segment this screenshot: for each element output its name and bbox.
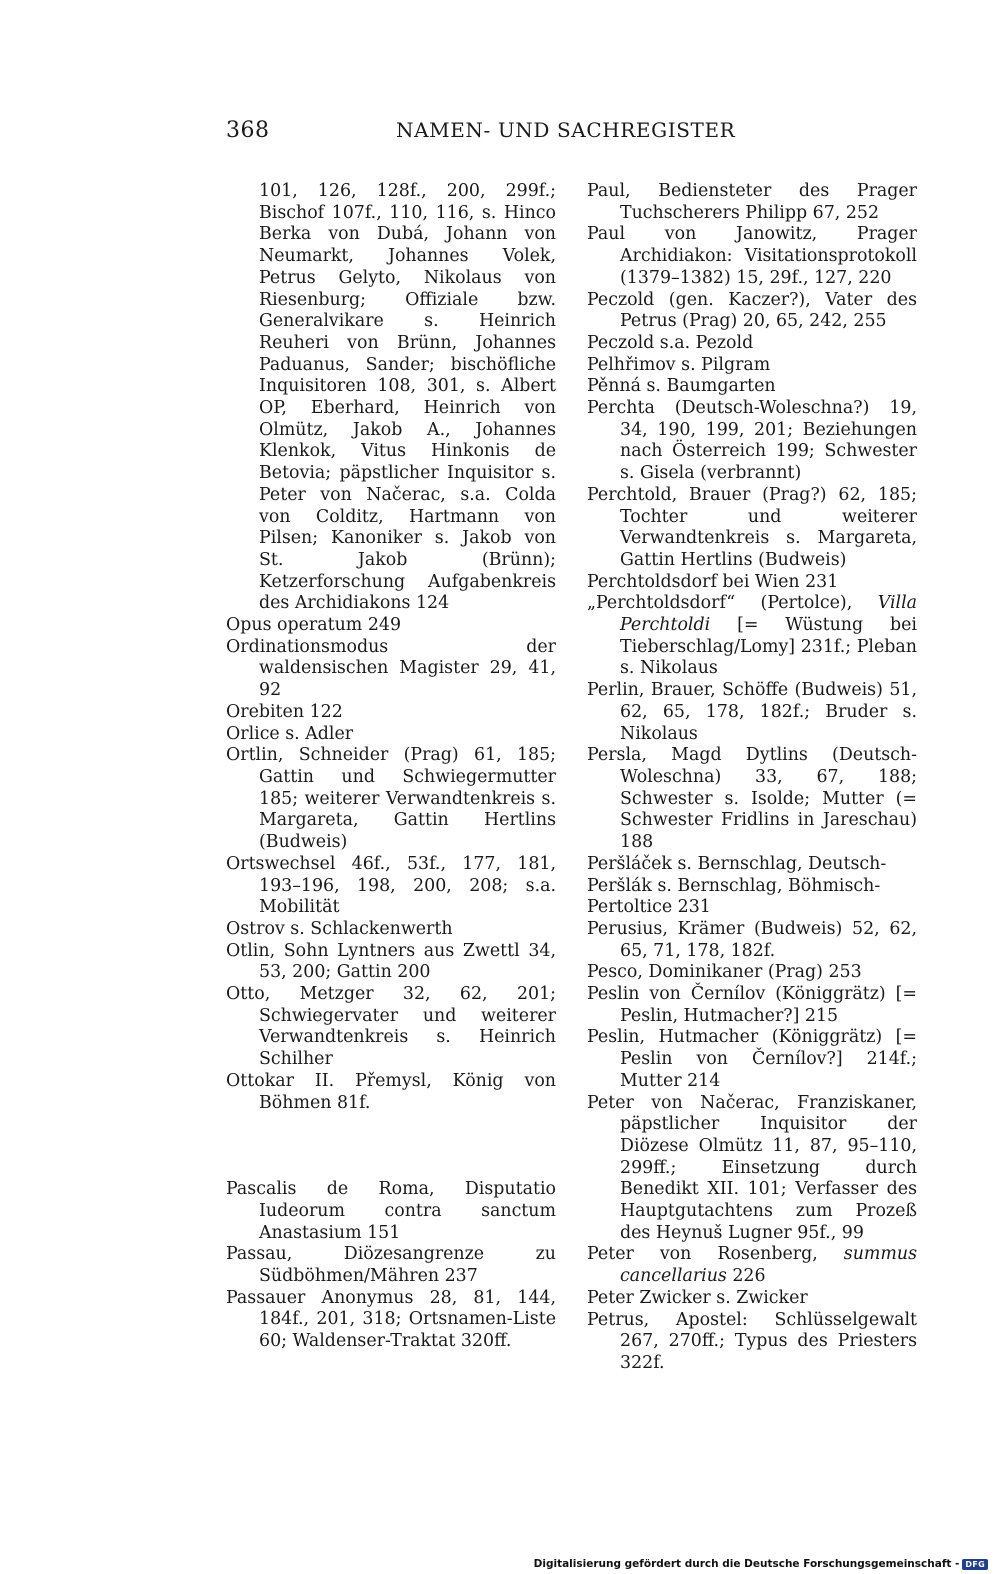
digitization-footer bbox=[534, 1558, 988, 1570]
index-column-left bbox=[226, 181, 556, 1353]
page-number: 368 bbox=[226, 118, 270, 143]
index-entry: Opus operatum 249 bbox=[226, 615, 402, 636]
index-entry: Ordinationsmodus der waldensischen Magister 29, 41, 92 bbox=[226, 636, 556, 701]
running-title: NAMEN- UND SACHREGISTER bbox=[396, 118, 736, 142]
index-entry: Ortswechsel 46f., 53f., 177, 181, 193–196, 198, 200, 208; s.a. Mobilität bbox=[226, 853, 556, 918]
index-entry: Petrus, Apostel: Schlüsselgewalt 267, 270ff.; Typus des Priesters 322f. bbox=[587, 1309, 917, 1373]
index-entry: Peršlák s. Bernschlag, Böhmisch- bbox=[587, 875, 881, 896]
index-entry: Otlin, Sohn Lyntners aus Zwettl 34, 53, 200; Gattin 200 bbox=[226, 940, 556, 983]
index-entry: Paul von Janowitz, Prager Archidiakon: Visitationsprotokoll (1379–1382) 15, 29f., 127, 220 bbox=[587, 224, 917, 288]
index-entry: Pascalis de Roma, Disputatio Iudeorum contra sanctum Anastasium 151 bbox=[226, 1179, 556, 1243]
entry-tail: [= Wüstung bei Tieberschlag/Lomy] 231f.; Pleban s. Nikolaus bbox=[620, 615, 917, 679]
index-entry: Pelhřimov s. Pilgram bbox=[587, 354, 771, 375]
index-entry: Peczold (gen. Kaczer?), Vater des Petrus (Prag) 20, 65, 242, 255 bbox=[587, 289, 917, 332]
entry-italic: Villa Perchtoldi bbox=[620, 593, 917, 636]
index-entry-perchtoldsdorf bbox=[587, 593, 917, 680]
index-entry: Peslin, Hutmacher (Königgrätz) [= Peslin von Černílov?] 214f.; Mutter 214 bbox=[587, 1027, 917, 1091]
entry-lead: „Perchtoldsdorf“ (Pertolce), bbox=[587, 593, 878, 614]
index-entry: Peslin von Černílov (Königgrätz) [= Peslin, Hutmacher?] 215 bbox=[587, 984, 917, 1026]
index-entry-continuation: 101, 126, 128f., 200, 299f.; Bischof 107f., 110, 116, s. Hinco Berka von Dubá, Johann von Neumarkt, Johannes Volek, Petrus Gelyto, Nikolaus von Riesenburg; Offiziale bzw. Generalvikare s. Heinrich Reuheri von Brünn, Johannes Paduanus, Sander; bischöfliche Inquisitoren 108, 301, s. Albert OP, Eberhard, Heinrich von Olmütz, Jakob A., Johannes Klenkok, Vitus Hinkonis de Betovia; päpstlicher Inquisitor s. Peter von Načerac, s.a. Colda von Colditz, Hartmann von Pilsen; Kanoniker s. Jakob von St. Jakob (Brünn); Ketzerforschung Aufgabenkreis des Archidiakons 124 bbox=[259, 181, 556, 614]
index-entry: Ortlin, Schneider (Prag) 61, 185; Gattin und Schwiegermutter 185; weiterer Verwandtenkreis s. Margareta, Gattin Hertlins (Budweis) bbox=[226, 745, 556, 853]
index-entry: Otto, Metzger 32, 62, 201; Schwiegervater und weiterer Verwandtenkreis s. Heinrich Schilher bbox=[226, 984, 556, 1070]
index-entry: Pěnná s. Baumgarten bbox=[587, 376, 776, 397]
letter-section-gap bbox=[226, 1114, 556, 1179]
index-entry: Persla, Magd Dytlins (Deutsch-Woleschna) 33, 67, 188; Schwester s. Isolde; Mutter (= Schwester Fridlins in Jareschau) 188 bbox=[587, 745, 917, 853]
index-entry: Ottokar II. Přemysl, König von Böhmen 81f. bbox=[226, 1070, 556, 1113]
index-entry: Peczold s.a. Pezold bbox=[587, 332, 754, 353]
index-entry: Perchta (Deutsch-Woleschna?) 19, 34, 190, 199, 201; Beziehungen nach Österreich 199; Schwester s. Gisela (verbrannt) bbox=[587, 398, 917, 484]
index-entry: Passauer Anonymus 28, 81, 144, 184f., 201, 318; Ortsnamen-Liste 60; Waldenser-Traktat 320ff. bbox=[226, 1287, 556, 1352]
footer-text: Digitalisierung gefördert durch die Deutsche Forschungsgemeinschaft - bbox=[533, 1558, 960, 1570]
index-entry: Peter von Načerac, Franziskaner, päpstlicher Inquisitor der Diözese Olmütz 11, 87, 95–110, 299ff.; Einsetzung durch Benedikt XII. 101; Verfasser des Hauptgutachtens zum Prozeß des Heynuš Lugner 95f., 99 bbox=[587, 1092, 917, 1243]
index-entry: Orlice s. Adler bbox=[226, 723, 354, 744]
index-entry: Pertoltice 231 bbox=[587, 897, 711, 918]
index-entry: Perlin, Brauer, Schöffe (Budweis) 51, 62, 65, 178, 182f.; Bruder s. Nikolaus bbox=[587, 680, 917, 744]
index-entry: Perchtold, Brauer (Prag?) 62, 185; Tochter und weiterer Verwandtenkreis s. Margareta, Gattin Hertlins (Budweis) bbox=[587, 484, 917, 570]
entry-lead: Peter von Rosenberg, bbox=[587, 1244, 844, 1265]
index-entry: Peršláček s. Bernschlag, Deutsch- bbox=[587, 853, 887, 874]
index-entry: Perchtoldsdorf bei Wien 231 bbox=[587, 571, 839, 592]
index-entry: Pesco, Dominikaner (Prag) 253 bbox=[587, 962, 862, 983]
index-entry: Orebiten 122 bbox=[226, 701, 343, 722]
index-entry: Perusius, Krämer (Budweis) 52, 62, 65, 71, 178, 182f. bbox=[587, 918, 917, 961]
index-entry-rosenberg bbox=[587, 1244, 917, 1287]
page-header bbox=[226, 118, 918, 152]
index-column-right bbox=[587, 181, 917, 1375]
index-entry: Paul, Bediensteter des Prager Tuchscherers Philipp 67, 252 bbox=[587, 181, 917, 223]
index-entry: Passau, Diözesangrenze zu Südböhmen/Mähren 237 bbox=[226, 1244, 556, 1287]
index-entry: Ostrov s. Schlackenwerth bbox=[226, 918, 453, 939]
entry-tail: 226 bbox=[726, 1266, 766, 1287]
entry-italic: summus cancellarius bbox=[620, 1244, 917, 1287]
index-entry: Peter Zwicker s. Zwicker bbox=[587, 1287, 808, 1308]
dfg-logo: DFG bbox=[962, 1559, 988, 1570]
